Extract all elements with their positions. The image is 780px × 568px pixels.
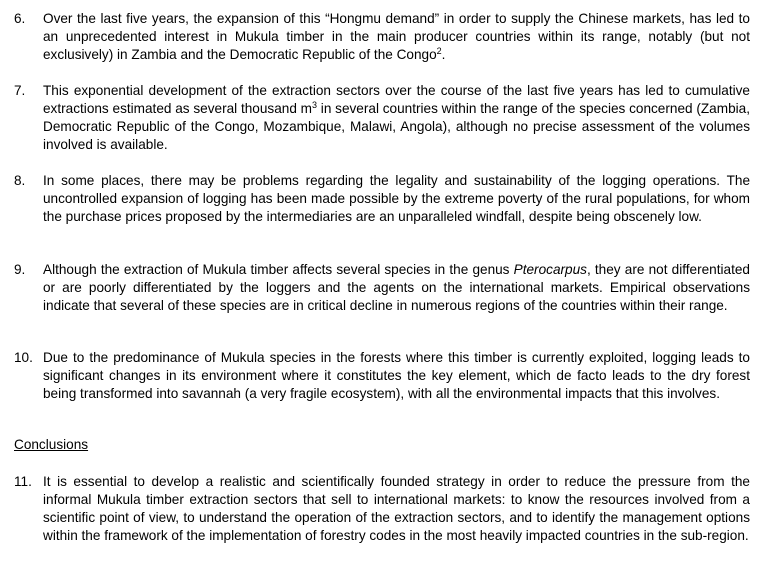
- paragraph-8: [14, 172, 750, 226]
- paragraph-6: [14, 10, 750, 64]
- paragraph-text: This exponential development of the extraction sectors over the course of the last five years has led to cumulative extractions estimated as several thousand $m^3$ in several countries within the range of the species concerned (Zambia, Democratic Republic of the Congo, Mozambique, Malawi, Angola), although no precise assessment of the volumes involved is available.: [43, 83, 750, 152]
- paragraph-number: 9.: [14, 262, 26, 277]
- unit-superscript: 3: [312, 100, 318, 110]
- paragraph-10: [14, 349, 750, 403]
- footnote-reference[interactable]: 2: [436, 46, 442, 56]
- paragraph-text: In some places, there may be problems regarding the legality and sustainability of the logging operations. The uncontrolled expansion of logging has been made possible by the extreme poverty of the rural populations, for whom the purchase prices proposed by the intermediaries are an unparalleled windfall, despite being obscenely low.: [43, 173, 750, 224]
- paragraph-number: 6.: [14, 11, 26, 26]
- paragraph-9: [14, 261, 750, 315]
- genus-name: Pterocarpus: [513, 262, 587, 277]
- paragraph-number: 7.: [14, 83, 26, 98]
- paragraph-number: 10.: [14, 350, 33, 365]
- paragraph-text: Although the extraction of Mukula timber affects several species in the genus Pterocarpus, they are not differentiated or are poorly differentiated by the loggers and the agents on the international markets. Empirical observations indicate that several of these species are in critical decline in numerous regions of the countries within their range.: [43, 262, 750, 313]
- paragraph-number: 11.: [14, 474, 32, 489]
- paragraph-text: Over the last five years, the expansion of this “Hongmu demand” in order to supply the Chinese markets, has led to an unprecedented interest in Mukula timber in the main producer countries within its range, notably (but not exclusively) in Zambia and the Democratic Republic of the Congo$^2$.: [43, 11, 750, 62]
- paragraph-text: It is essential to develop a realistic and scientifically founded strategy in order to reduce the pressure from the informal Mukula timber extraction sectors that sell to international markets: to know the resources involved from a scientific point of view, to understand the operation of the extraction sectors, and to identify the management options within the framework of the implementation of forestry codes in the most heavily impacted countries in the sub-region.: [43, 474, 750, 543]
- conclusions-heading: Conclusions: [14, 437, 89, 452]
- paragraph-number: 8.: [14, 173, 26, 188]
- paragraph-text: Due to the predominance of Mukula species in the forests where this timber is currently exploited, logging leads to significant changes in its environment where it constitutes the key element, which de facto leads to the dry forest being transformed into savannah (a very fragile ecosystem), with all the environmental impacts that this involves.: [43, 350, 750, 401]
- paragraph-11: [14, 473, 750, 545]
- paragraph-7: [14, 82, 750, 154]
